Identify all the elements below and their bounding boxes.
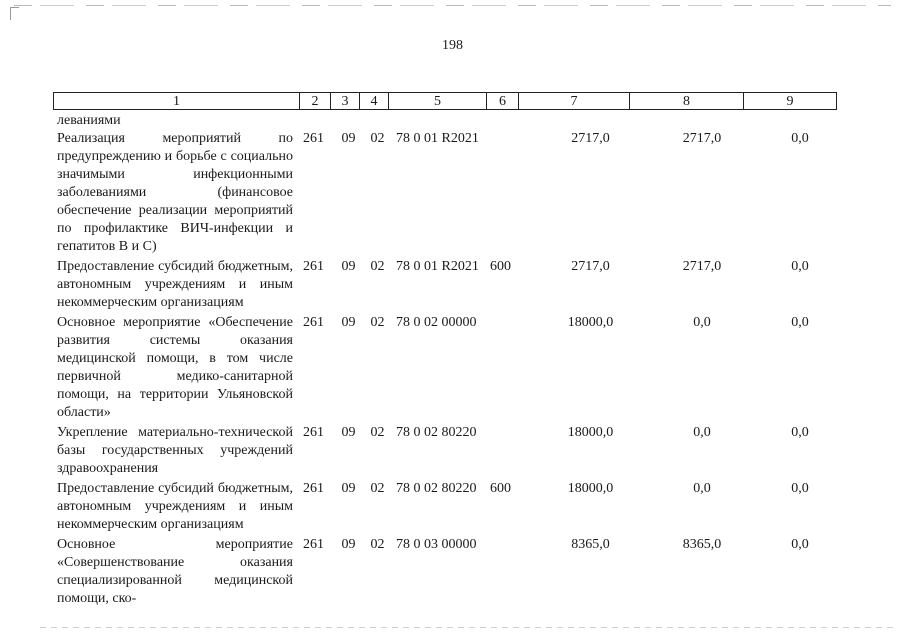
row-cell-section: 09 xyxy=(341,131,356,146)
scan-corner-mark xyxy=(10,7,19,20)
row-cell-name: Реализация мероприятий по предупреждению и борьбе с социально значимыми инфекционными заболеваниями (финансовое обеспечение реализации мероприятий по профилактике ВИЧ-инфекции и гепатитов В и С) xyxy=(57,131,293,254)
row-cell-section: 09 xyxy=(341,425,356,440)
row-cell-section: 09 xyxy=(341,537,356,552)
row-cell-amount-col8: 2717,0 xyxy=(682,259,722,274)
row-cell-amount-col8: 0,0 xyxy=(693,481,711,496)
row-cell-amount-col9: 0,0 xyxy=(791,315,809,330)
row-cell-amount-col7: 18000,0 xyxy=(567,425,614,440)
row-cell-amount-col7: 18000,0 xyxy=(567,315,614,330)
row-cell-subsection: 02 xyxy=(370,315,385,330)
row-cell-amount-col8: 2717,0 xyxy=(682,131,722,146)
row-cell-amount-col9: 0,0 xyxy=(791,259,809,274)
row-cell-expense-type xyxy=(490,536,522,608)
row-cell-name: леваниями xyxy=(57,113,121,128)
row-cell-amount-col9: 0,0 xyxy=(791,481,809,496)
row-cell-target-article: 78 0 02 00000 xyxy=(396,315,477,330)
table-row xyxy=(57,130,857,256)
scan-edge-top xyxy=(14,5,891,6)
column-header-6: 6 xyxy=(487,93,519,109)
table-header xyxy=(53,92,837,110)
table-row xyxy=(57,424,857,478)
table-row xyxy=(57,112,857,130)
row-cell-expense-type: 600 xyxy=(490,481,511,496)
row-cell-target-article: 78 0 01 R2021 xyxy=(396,259,479,274)
row-cell-target-article: 78 0 01 R2021 xyxy=(396,131,479,146)
row-cell-section: 09 xyxy=(341,259,356,274)
row-cell-amount-col7: 18000,0 xyxy=(567,481,614,496)
row-cell-name: Основное мероприятие «Совершенствование оказания специализированной медицинской помощи, ско- xyxy=(57,537,293,606)
column-header-2: 2 xyxy=(300,93,331,109)
column-header-1: 1 xyxy=(54,93,300,109)
row-cell-target-article: 78 0 02 80220 xyxy=(396,425,477,440)
column-header-7: 7 xyxy=(519,93,630,109)
row-cell-expense-type xyxy=(490,130,522,256)
row-cell-target-article: 78 0 03 00000 xyxy=(396,537,477,552)
row-cell-name: Укрепление материально-технической базы государственных учреждений здравоохранения xyxy=(57,425,293,476)
row-cell-ministry-code: 261 xyxy=(303,425,324,440)
row-cell-amount-col8: 0,0 xyxy=(693,425,711,440)
row-cell-ministry-code: 261 xyxy=(303,131,324,146)
row-cell-subsection: 02 xyxy=(370,131,385,146)
row-cell-name: Предоставление субсидий бюджетным, автономным учреждениям и иным некоммерческим организациям xyxy=(57,259,293,310)
column-header-4: 4 xyxy=(360,93,389,109)
table-row xyxy=(57,314,857,422)
row-cell-ministry-code: 261 xyxy=(303,481,324,496)
scan-edge-bottom xyxy=(40,627,895,628)
row-cell-expense-type: 600 xyxy=(490,259,511,274)
row-cell-expense-type xyxy=(490,424,522,478)
row-cell-subsection: 02 xyxy=(370,259,385,274)
table-row xyxy=(57,480,857,534)
column-header-9: 9 xyxy=(786,94,794,109)
column-header-3: 3 xyxy=(331,93,360,109)
row-cell-section: 09 xyxy=(341,481,356,496)
column-header-5: 5 xyxy=(389,93,487,109)
row-cell-subsection: 02 xyxy=(370,537,385,552)
row-cell-expense-type xyxy=(490,314,522,422)
row-cell-amount-col8: 8365,0 xyxy=(682,537,722,552)
row-cell-amount-col7: 2717,0 xyxy=(571,131,610,146)
row-cell-ministry-code: 261 xyxy=(303,537,324,552)
row-cell-name: Предоставление субсидий бюджетным, автономным учреждениям и иным некоммерческим организациям xyxy=(57,481,293,532)
row-cell-section: 09 xyxy=(341,315,356,330)
row-cell-amount-col9: 0,0 xyxy=(791,131,809,146)
row-cell-subsection: 02 xyxy=(370,481,385,496)
row-cell-name: Основное мероприятие «Обеспечение развития системы оказания медицинской помощи, в том числе первичной медико-санитарной помощи, на территории Ульяновской области» xyxy=(57,315,293,420)
row-cell-ministry-code: 261 xyxy=(303,315,324,330)
row-cell-amount-col8: 0,0 xyxy=(693,315,711,330)
page-number: 198 xyxy=(442,38,463,53)
table-row xyxy=(57,536,857,608)
table-row xyxy=(57,258,857,312)
row-cell-amount-col9: 0,0 xyxy=(791,537,809,552)
row-cell-amount-col7: 2717,0 xyxy=(571,259,610,274)
row-cell-subsection: 02 xyxy=(370,425,385,440)
table-body xyxy=(57,112,857,610)
column-header-8: 8 xyxy=(630,93,744,109)
row-cell-amount-col7: 8365,0 xyxy=(571,537,610,552)
row-cell-target-article: 78 0 02 80220 xyxy=(396,481,477,496)
row-cell-ministry-code: 261 xyxy=(303,259,324,274)
row-cell-amount-col9: 0,0 xyxy=(791,425,809,440)
